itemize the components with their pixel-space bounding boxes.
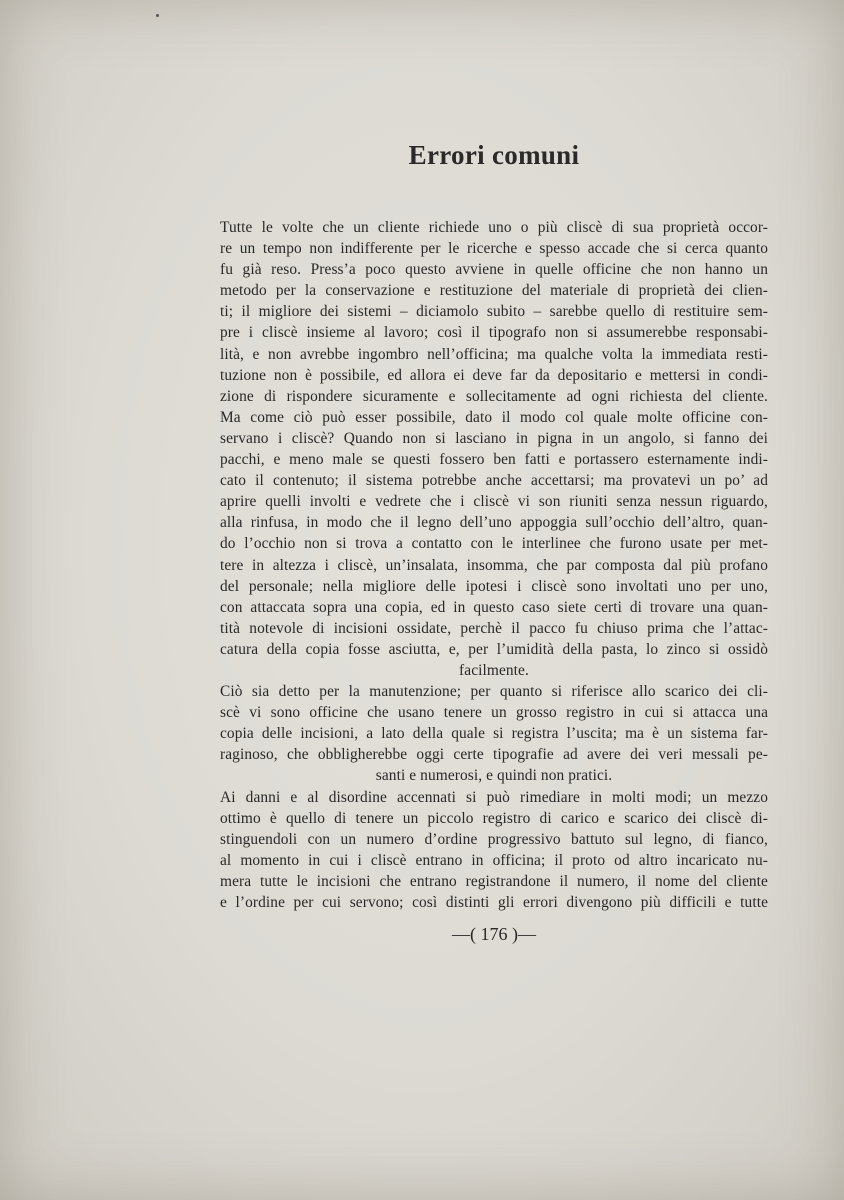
text-line: pre i cliscè insieme al lavoro; così il tipografo non si assumerebbe responsabi-: [220, 324, 768, 342]
paper-speck: [156, 14, 159, 17]
text-line: alla rinfusa, in modo che il legno dell’uno appoggia sull’occhio dell’altro, quan-: [220, 514, 768, 532]
page-title: Errori comuni: [408, 140, 580, 170]
text-line: servano i cliscè? Quando non si lasciano in pigna in un angolo, si fanno dei: [220, 429, 768, 447]
text-line: Ciò sia detto per la manutenzione; per quanto si riferisce allo scarico dei cli-: [220, 683, 768, 701]
text-line: Ma come ciò può esser possibile, dato il modo col quale molte officine con-: [220, 408, 768, 426]
text-line: metodo per la conservazione e restituzione del materiale di proprietà dei clien-: [220, 282, 768, 300]
text-line: scè vi sono officine che usano tenere un grosso registro in cui si attacca una: [220, 704, 768, 722]
text-line: raginoso, che obbligherebbe oggi certe tipografie ad avere dei veri messali pe-: [220, 746, 768, 764]
text-line: ti; il migliore dei sistemi – diciamolo subito – sarebbe quello di restituire sem-: [220, 303, 768, 321]
body-text: [220, 217, 768, 913]
text-line: do l’occhio non si trova a contatto con le interlinee che furono usate per met-: [220, 535, 768, 553]
text-line: aprire quelli involti e vedrete che i cliscè vi son riuniti senza nessun riguardo,: [220, 493, 768, 511]
text-line: tità notevole di incisioni ossidate, perchè il pacco fu chiuso prima che l’attac-: [220, 619, 768, 637]
text-line: facilmente.: [459, 661, 529, 679]
page-number: —( 176 )—: [452, 924, 536, 944]
text-line: cato il contenuto; il sistema potrebbe anche accettarsi; ma provatevi un po’ ad: [220, 472, 768, 490]
text-line: al momento in cui i cliscè entrano in officina; il proto od altro incaricato nu-: [220, 851, 768, 869]
text-line: fu già reso. Press’a poco questo avviene in quelle officine che non hanno un: [220, 261, 768, 279]
text-line: ottimo è quello di tenere un piccolo registro di carico e scarico dei cliscè di-: [220, 809, 768, 827]
text-line: tere in altezza i cliscè, un’insalata, insomma, che par composta dal più profano: [220, 556, 768, 574]
text-line: copia delle incisioni, a lato della quale si registra l’uscita; ma è un sistema far-: [220, 725, 768, 743]
text-line: lità, e non avrebbe ingombro nell’officina; ma qualche volta la immediata resti-: [220, 345, 768, 363]
text-line: con attaccata sopra una copia, ed in questo caso siete certi di trovare una quan-: [220, 598, 768, 616]
text-line: Tutte le volte che un cliente richiede uno o più cliscè di sua proprietà occor-: [220, 219, 768, 236]
text-line: stinguendoli con un numero d’ordine progressivo battuto sul legno, di fianco,: [220, 830, 768, 848]
text-line: catura della copia fosse asciutta, e, per l’umidità della pasta, lo zinco si ossidò: [220, 640, 768, 658]
text-line: Ai danni e al disordine accennati si può rimediare in molti modi; un mezzo: [220, 788, 768, 806]
text-line: pacchi, e meno male se questi fossero ben fatti e portassero esternamente indi-: [220, 451, 768, 469]
text-line: e l’ordine per cui servono; così distinti gli errori divengono più difficili e tutte: [220, 894, 768, 911]
text-line: tuzione non è possibile, ed allora ei deve far da depositario e mettersi in condi-: [220, 366, 768, 384]
text-line: del personale; nella migliore delle ipotesi i cliscè sono involtati uno per uno,: [220, 577, 768, 595]
text-line: mera tutte le incisioni che entrano registrandone il numero, il nome del cliente: [220, 872, 768, 890]
text-line: re un tempo non indifferente per le ricerche e spesso accade che si cerca quanto: [220, 240, 768, 258]
text-line: santi e numerosi, e quindi non pratici.: [375, 767, 613, 785]
text-line: zione di rispondere sicuramente e sollecitamente ad ogni richiesta del cliente.: [220, 387, 768, 405]
